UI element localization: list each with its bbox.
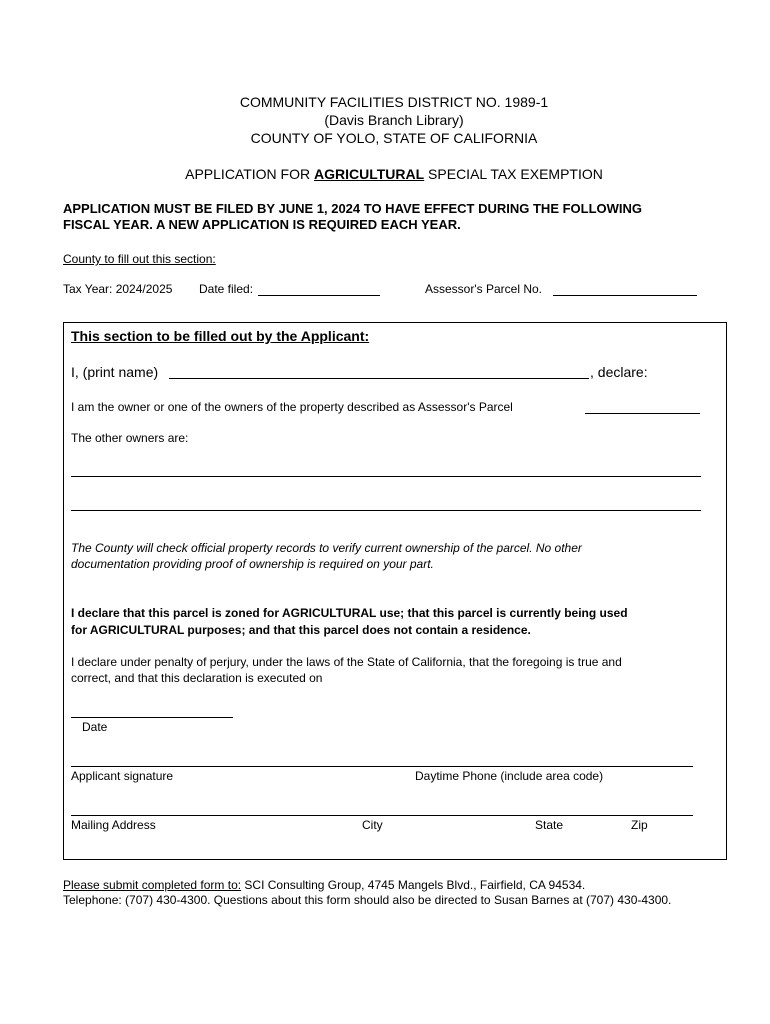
zip-label: Zip: [631, 818, 648, 832]
submit-label: Please submit completed form to:: [63, 878, 242, 892]
owner-parcel-field[interactable]: [585, 413, 700, 414]
daytime-phone-label: Daytime Phone (include area code): [415, 769, 604, 783]
agricultural-declaration-line1: I declare that this parcel is zoned for AGRICULTURAL use; that this parcel is currently being used: [71, 606, 628, 620]
submit-address: SCI Consulting Group, 4745 Mangels Blvd., Fairfield, CA 94534.: [241, 878, 586, 892]
applicant-signature-label: Applicant signature: [71, 769, 174, 783]
signature-phone-field[interactable]: [71, 766, 693, 767]
agricultural-declaration-line2: for AGRICULTURAL purposes; and that this parcel does not contain a residence.: [71, 623, 531, 637]
perjury-statement-line1: I declare under penalty of perjury, under the laws of the State of California, that the foregoing is true and: [71, 655, 622, 669]
parcel-number-label: Assessor's Parcel No.: [425, 282, 542, 296]
city-label: City: [362, 818, 383, 832]
contact-telephone-line: Telephone: (707) 430-4300. Questions about this form should also be directed to Susan Barnes at (707) 430-4300.: [63, 893, 672, 907]
date-filed-label: Date filed:: [199, 282, 254, 296]
print-name-field[interactable]: [169, 378, 589, 379]
other-owners-label: The other owners are:: [71, 431, 189, 445]
submission-instructions: [63, 878, 585, 892]
print-name-label: I, (print name): [71, 364, 159, 380]
mailing-address-field[interactable]: [71, 815, 693, 816]
owner-statement: I am the owner or one of the owners of the property described as Assessor's Parcel: [71, 400, 513, 414]
perjury-statement-line2: correct, and that this declaration is executed on: [71, 671, 323, 685]
parcel-number-field[interactable]: [553, 295, 697, 296]
date-field[interactable]: [71, 717, 233, 718]
mailing-address-label: Mailing Address: [71, 818, 156, 832]
filing-deadline-notice-line2: FISCAL YEAR. A NEW APPLICATION IS REQUIRED EACH YEAR.: [63, 217, 461, 232]
county-section-heading: County to fill out this section:: [63, 252, 216, 266]
declare-label: , declare:: [590, 364, 648, 380]
county-title: COUNTY OF YOLO, STATE OF CALIFORNIA: [250, 130, 538, 146]
tax-year-label: Tax Year: 2024/2025: [63, 282, 173, 296]
application-title-emphasis: AGRICULTURAL: [314, 166, 425, 182]
county-verification-note-line1: The County will check official property records to verify current ownership of the parcel. No other: [71, 541, 582, 555]
district-title: COMMUNITY FACILITIES DISTRICT NO. 1989-1: [239, 94, 549, 110]
district-subtitle: (Davis Branch Library): [324, 112, 464, 128]
other-owners-field-1[interactable]: [71, 476, 701, 477]
date-filed-field[interactable]: [258, 295, 380, 296]
county-verification-note-line2: documentation providing proof of ownership is required on your part.: [71, 557, 434, 571]
state-label: State: [535, 818, 564, 832]
application-title-suffix: SPECIAL TAX EXEMPTION: [424, 166, 603, 182]
filing-deadline-notice-line1: APPLICATION MUST BE FILED BY JUNE 1, 2024 TO HAVE EFFECT DURING THE FOLLOWING: [63, 201, 643, 216]
other-owners-field-2[interactable]: [71, 510, 701, 511]
date-label: Date: [82, 720, 108, 734]
application-title-prefix: APPLICATION FOR: [185, 166, 314, 182]
applicant-section-heading: This section to be filled out by the Applicant:: [71, 328, 370, 344]
application-title: [0, 166, 770, 182]
